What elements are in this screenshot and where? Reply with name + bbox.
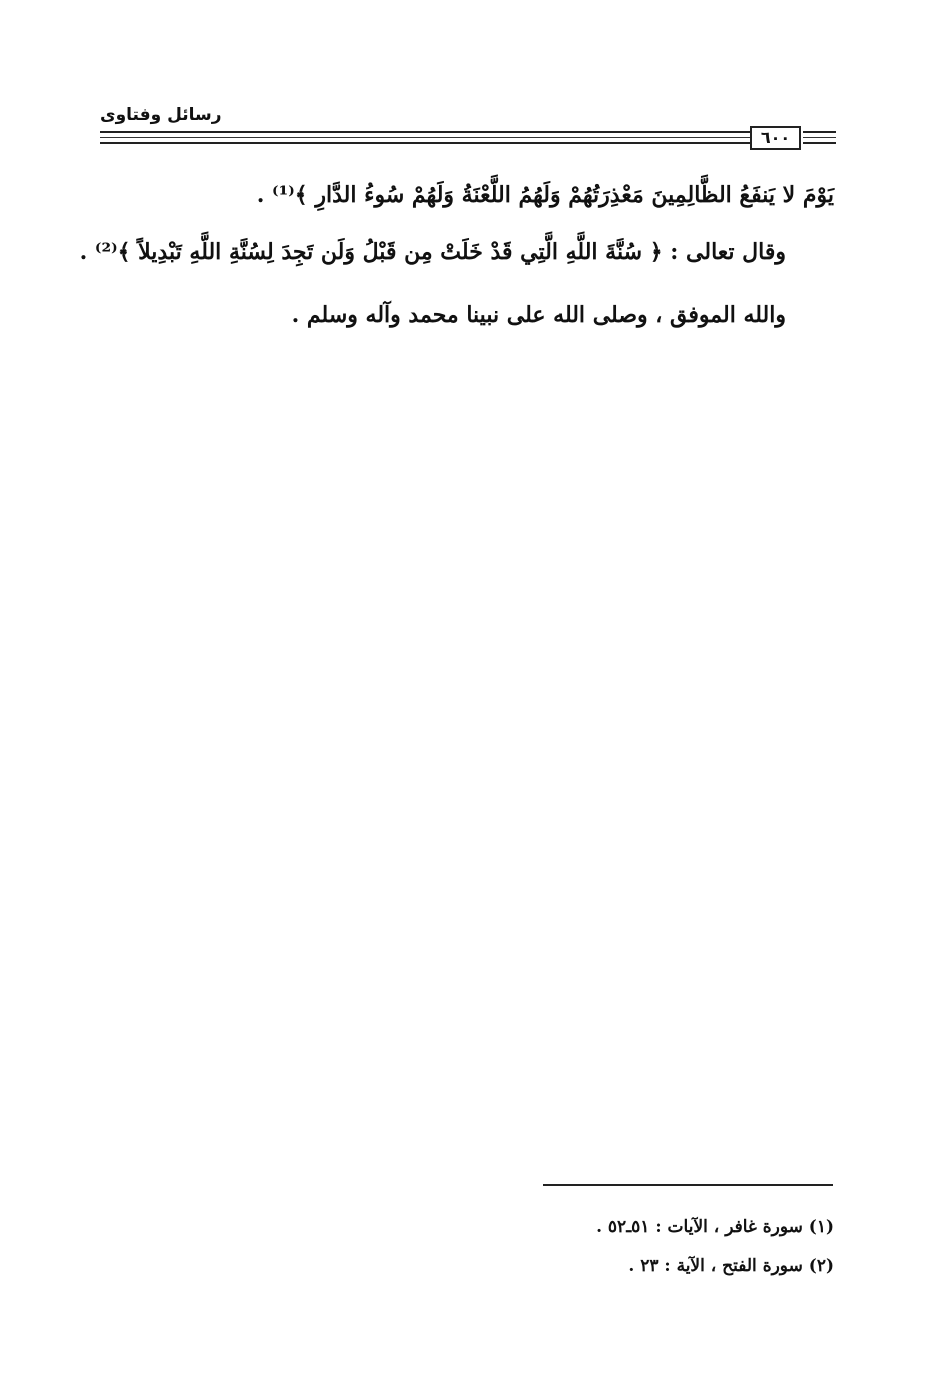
header-rule-top	[100, 131, 750, 133]
book-title: رسائل وفتاوى	[100, 105, 222, 125]
footnote-1: (١) سورة غافر ، الآيات : ٥١ـ٥٢ .	[596, 1217, 834, 1237]
page-number: ٦٠٠	[750, 126, 801, 150]
footnote-separator	[543, 1184, 833, 1186]
text-line-3: والله الموفق ، وصلى الله على نبينا محمد وآله وسلم .	[291, 302, 786, 328]
header-rule-bottom	[100, 142, 750, 144]
text-line-1: يَوْمَ لا يَنفَعُ الظَّالِمِينَ مَعْذِرَتُهُمْ وَلَهُمُ اللَّعْنَةُ وَلَهُمْ سُوءُ الدَّارِ ﴾⁽¹⁾ .	[256, 182, 834, 208]
header-rule-right-middle	[803, 137, 836, 138]
footnote-2: (٢) سورة الفتح ، الآية : ٢٣ .	[628, 1256, 834, 1276]
header-rule-right-top	[803, 131, 836, 133]
header-rule-right-bottom	[803, 142, 836, 144]
footnotes	[434, 1216, 834, 1294]
header-rule-middle	[100, 137, 750, 138]
text-line-2: وقال تعالى : ﴿ سُنَّةَ اللَّهِ الَّتِي قَدْ خَلَتْ مِن قَبْلُ وَلَن تَجِدَ لِسُنَّةِ اللَّهِ تَبْدِيلاً ﴾⁽²⁾ .	[79, 239, 786, 265]
